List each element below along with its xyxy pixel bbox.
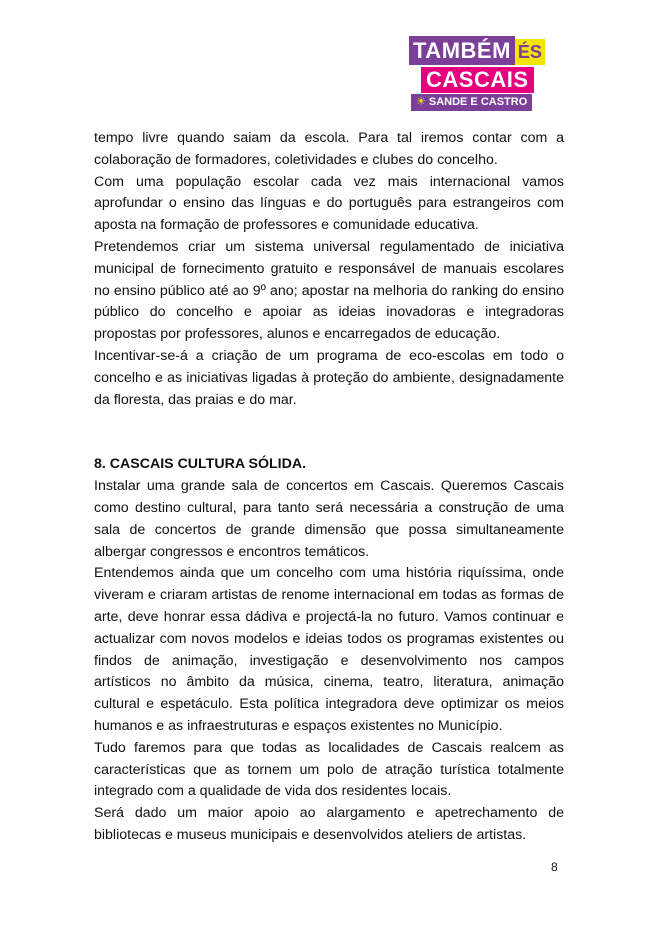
section-heading: 8. CASCAIS CULTURA SÓLIDA. bbox=[94, 456, 307, 473]
campaign-logo bbox=[409, 40, 554, 118]
paragraph: tempo livre quando saiam da escola. Para tal iremos contar com a colaboração de formadores, coletividades e clubes do concelho. bbox=[94, 130, 564, 168]
paragraph: Tudo faremos para que todas as localidades de Cascais realcem as características que as tornem um polo de atração turística totalmente integrado com a qualidade de vida dos residentes locais. bbox=[94, 739, 564, 800]
page-number: 8 bbox=[551, 860, 558, 874]
logo-line-1 bbox=[409, 40, 545, 62]
sun-icon: ☀ bbox=[416, 96, 426, 108]
paragraph: Com uma população escolar cada vez mais internacional vamos aprofundar o ensino das línguas e do português para estrangeiros com aposta na formação de professores e comunidade educativa. bbox=[94, 173, 564, 234]
paragraph: Instalar uma grande sala de concertos em Cascais. Queremos Cascais como destino cultural, para tanto será necessária a construção de uma sala de concertos de grande dimensão que possa simultaneamente albergar congressos e encontros temáticos. bbox=[94, 478, 564, 560]
logo-line-3 bbox=[411, 94, 532, 111]
logo-candidate-name: SANDE E CASTRO bbox=[428, 96, 528, 108]
paragraph: Pretendemos criar um sistema universal regulamentado de iniciativa municipal de fornecimento gratuito e responsável de manuais escolares no ensino público até ao 9º ano; apostar na melhoria do ranking do ensino público do concelho e apoiar as ideias inovadoras e integradoras propostas por professores, alunos e encarregados de educação. bbox=[94, 238, 564, 343]
logo-word-tambem: TAMBÉM bbox=[409, 36, 515, 65]
section-spacer bbox=[94, 411, 564, 454]
paragraph: Incentivar-se-á a criação de um programa de eco-escolas em todo o concelho e as iniciativas ligadas à proteção do ambiente, designadamente da floresta, das praias e do mar. bbox=[94, 347, 564, 408]
paragraph: Entendemos ainda que um concelho com uma história riquíssima, onde viveram e criaram artistas de renome internacional em todas as formas de arte, deve honrar essa dádiva e projectá-la no futuro. Vamos continuar e actualizar com novos modelos e ideias todos os programas existentes ou findos de animação, investigação e desenvolvimento nos campos artísticos no âmbito da música, cinema, teatro, literatura, animação cultural e espetáculo. Esta política integradora deve optimizar os meios humanos e as infraestruturas e espaços existentes no Município. bbox=[94, 565, 564, 734]
logo-word-es: ÉS bbox=[515, 39, 545, 65]
logo-word-cascais: CASCAIS bbox=[421, 67, 534, 93]
document-body bbox=[94, 128, 564, 847]
paragraph: Será dado um maior apoio ao alargamento e apetrechamento de bibliotecas e museus municipais e desenvolvidos ateliers de artistas. bbox=[94, 805, 564, 843]
